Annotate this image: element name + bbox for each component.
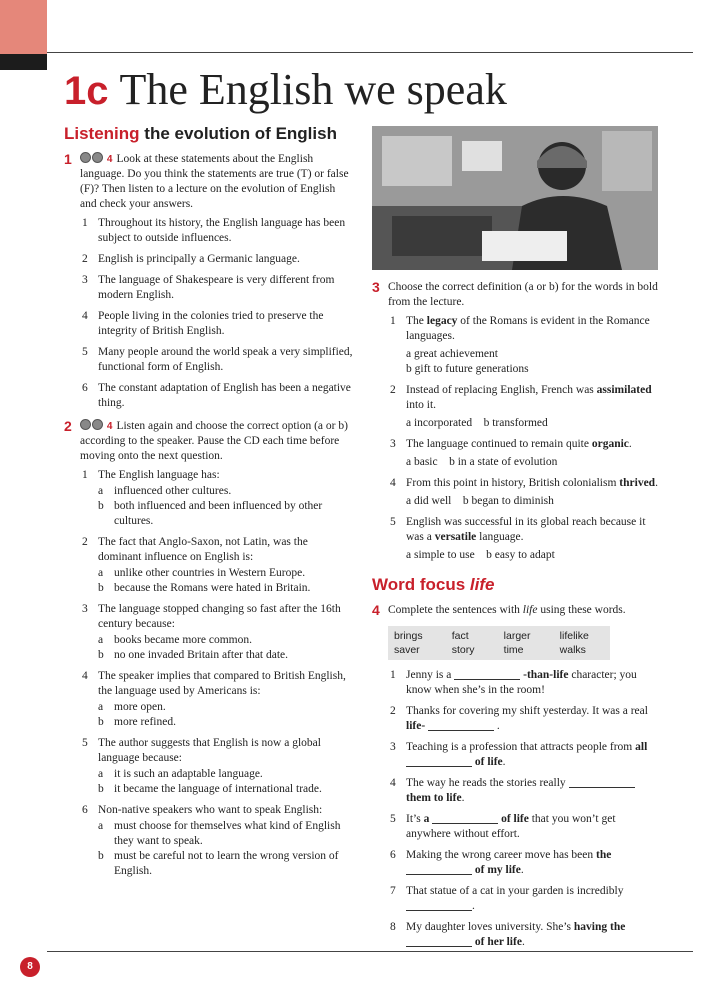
word-option: saver <box>394 644 420 656</box>
list-item <box>80 216 354 246</box>
item-number: 6 <box>82 804 88 816</box>
item-number: 3 <box>82 603 88 615</box>
option-text: both influenced and been influenced by other cultures. <box>114 500 323 527</box>
item-number: 8 <box>390 921 396 933</box>
item-text: Instead of replacing English, French was assimilated into it. <box>406 384 652 411</box>
definition-options: a did well b began to diminish <box>406 495 554 507</box>
bold-word: having the <box>573 921 626 933</box>
option-letter: a <box>98 768 104 780</box>
option-letter: a <box>98 634 104 646</box>
item-text: The speaker implies that compared to British English, the language used by Americans is: <box>98 670 346 697</box>
bold-word: legacy <box>426 315 458 327</box>
option-a <box>98 767 354 782</box>
word-focus-heading <box>372 575 660 595</box>
instruction-text: Look at these statements about the English language. Do you think the statements are true (T) or false (F)? Then listen to a lecture on the evolution of English and check your answers. <box>80 153 349 210</box>
list-item <box>388 848 660 878</box>
list-item <box>80 803 354 879</box>
item-text: The fact that Anglo-Saxon, not Latin, was the dominant influence on English is: <box>98 536 308 563</box>
option-a <box>98 819 354 849</box>
item-number: 1 <box>390 315 396 327</box>
option-list <box>98 767 354 797</box>
item-number: 1 <box>390 669 396 681</box>
item-text: The author suggests that English is now a global language because: <box>98 737 321 764</box>
list-item <box>388 740 660 770</box>
bold-word: the <box>596 849 612 861</box>
statement-list <box>80 216 354 411</box>
bold-word: of life <box>498 813 529 825</box>
option-letter: b <box>98 582 104 594</box>
answer-blank <box>406 755 472 767</box>
list-item <box>388 920 660 950</box>
item-text: My daughter loves university. She’s having the of her life. <box>406 921 626 948</box>
bottom-rule <box>47 951 693 952</box>
list-item <box>388 515 660 563</box>
item-number: 7 <box>390 885 396 897</box>
exercise-instruction <box>80 152 354 212</box>
cd-icon <box>92 152 103 163</box>
word-option: brings <box>394 630 423 642</box>
option-list <box>98 700 354 730</box>
bold-word: -than-life <box>520 669 569 681</box>
word-box <box>388 626 610 660</box>
word-option: fact <box>451 630 469 642</box>
list-item <box>80 602 354 663</box>
bold-word: of my life <box>472 864 521 876</box>
item-number: 1 <box>82 217 88 229</box>
list-item <box>388 812 660 842</box>
option-b <box>98 715 354 730</box>
item-number: 4 <box>82 310 88 322</box>
top-rule <box>47 52 693 53</box>
option-letter: b <box>98 500 104 512</box>
option-text: it became the language of international trade. <box>114 783 322 795</box>
option-b <box>98 499 354 529</box>
bold-word: thrived <box>619 477 656 489</box>
answer-blank <box>406 863 472 875</box>
exercise-number: 3 <box>372 279 380 295</box>
question-list <box>80 468 354 879</box>
option-letter: b <box>98 850 104 862</box>
list-item <box>388 668 660 698</box>
item-number: 5 <box>82 346 88 358</box>
item-number: 5 <box>82 737 88 749</box>
list-item <box>388 476 660 509</box>
item-text: The way he reads the stories really them to life. <box>406 777 635 804</box>
option-text: must be careful not to learn the wrong version of English. <box>114 850 339 877</box>
item-number: 6 <box>82 382 88 394</box>
item-number: 3 <box>390 438 396 450</box>
option-a <box>98 484 354 499</box>
item-text: The constant adaptation of English has been a negative thing. <box>98 382 351 409</box>
option-text: more refined. <box>114 716 176 728</box>
instruction-text: Listen again and choose the correct option (a or b) according to the speaker. Pause the CD each time before moving onto the next question. <box>80 420 348 462</box>
list-item <box>80 669 354 730</box>
bold-word: versatile <box>434 531 477 543</box>
option-letter: a <box>98 701 104 713</box>
listening-subtitle: the evolution of English <box>144 124 337 143</box>
word-option: walks <box>559 644 586 656</box>
definition-options: a simple to use b easy to adapt <box>406 549 555 561</box>
item-number: 1 <box>82 469 88 481</box>
item-number: 2 <box>82 253 88 265</box>
item-text: The language stopped changing so fast after the 16th century because: <box>98 603 341 630</box>
option-letter: a <box>98 567 104 579</box>
option-text: no one invaded Britain after that date. <box>114 649 289 661</box>
exercise-number: 4 <box>372 602 380 618</box>
track-number: 4 <box>106 154 113 165</box>
definition-list <box>388 314 660 563</box>
list-item <box>80 345 354 375</box>
list-item <box>80 736 354 797</box>
item-text: It’s a of life that you won’t get anywhere without effort. <box>406 813 616 840</box>
item-text: The language continued to remain quite organic. <box>406 438 632 450</box>
cd-icon <box>92 419 103 430</box>
item-number: 3 <box>82 274 88 286</box>
item-text: The language of Shakespeare is very different from modern English. <box>98 274 335 301</box>
instruction-pre: Complete the sentences with <box>388 604 523 616</box>
exercise-number: 1 <box>64 151 72 167</box>
unit-number: 1c <box>64 69 109 113</box>
sentence-list <box>388 668 660 950</box>
option-b <box>98 648 354 663</box>
item-number: 4 <box>390 777 396 789</box>
list-item <box>388 704 660 734</box>
option-text: more open. <box>114 701 166 713</box>
option-list <box>98 819 354 879</box>
item-number: 3 <box>390 741 396 753</box>
item-text: Jenny is a -than-life character; you know when she’s in the room! <box>406 669 637 696</box>
list-item <box>80 535 354 596</box>
option-a <box>98 700 354 715</box>
option-letter: b <box>98 649 104 661</box>
page-number: 8 <box>20 957 40 977</box>
instruction-word: life <box>522 604 538 616</box>
option-b <box>98 581 354 596</box>
listening-heading <box>64 124 354 144</box>
option-b <box>98 849 354 879</box>
exercise-3 <box>372 280 660 563</box>
item-number: 6 <box>390 849 396 861</box>
item-text: English was successful in its global reach because it was a versatile language. <box>406 516 646 543</box>
answer-blank <box>454 668 520 680</box>
answer-blank <box>569 776 635 788</box>
exercise-instruction <box>80 419 354 464</box>
option-text: influenced other cultures. <box>114 485 232 497</box>
item-number: 4 <box>390 477 396 489</box>
bold-word: of life <box>472 756 503 768</box>
option-a <box>98 633 354 648</box>
instruction-text <box>388 603 660 618</box>
item-text: From this point in history, British colonialism thrived. <box>406 477 658 489</box>
answer-blank <box>406 935 472 947</box>
answer-blank <box>406 899 472 911</box>
bold-word: them to life <box>406 792 462 804</box>
list-item <box>80 273 354 303</box>
item-text: That statue of a cat in your garden is incredibly . <box>406 885 624 912</box>
option-letter: a <box>98 485 104 497</box>
option-list <box>98 633 354 663</box>
word-option: story <box>451 644 475 656</box>
item-number: 5 <box>390 813 396 825</box>
item-text: The legacy of the Romans is evident in the Romance languages. <box>406 315 650 342</box>
item-text: Teaching is a profession that attracts people from all of life. <box>406 741 648 768</box>
bold-word: all <box>635 741 648 753</box>
option-letter: a <box>98 820 104 832</box>
cd-icon <box>80 152 91 163</box>
item-number: 2 <box>390 705 396 717</box>
word-option: larger <box>503 630 531 642</box>
unit-tab-color <box>0 0 47 54</box>
option-letter: b <box>98 716 104 728</box>
definition-options: a great achievement <box>406 348 498 360</box>
instruction-post: using these words. <box>537 604 626 616</box>
item-text: Non-native speakers who want to speak English: <box>98 804 323 816</box>
item-text: Making the wrong career move has been the of my life. <box>406 849 612 876</box>
exercise-2 <box>64 419 354 879</box>
item-text: Many people around the world speak a very simplified, functional form of English. <box>98 346 353 373</box>
option-text: books became more common. <box>114 634 252 646</box>
item-text: Throughout its history, the English language has been subject to outside influences. <box>98 217 346 244</box>
item-number: 4 <box>82 670 88 682</box>
definition-options: b gift to future generations <box>406 363 529 375</box>
option-list <box>98 484 354 529</box>
list-item <box>388 314 660 377</box>
word-focus-label: Word focus <box>372 575 466 594</box>
right-column <box>372 280 660 956</box>
bold-word: a <box>423 813 430 825</box>
option-text: must choose for themselves what kind of English they want to speak. <box>114 820 341 847</box>
photo-illustration <box>372 126 658 270</box>
option-text: it is such an adaptable language. <box>114 768 263 780</box>
option-text: because the Romans were hated in Britain. <box>114 582 311 594</box>
list-item <box>388 437 660 470</box>
word-option: lifelike <box>559 630 589 642</box>
exercise-4 <box>372 603 660 950</box>
item-number: 5 <box>390 516 396 528</box>
word-option: time <box>503 644 524 656</box>
item-number: 2 <box>82 536 88 548</box>
unit-tab-dark <box>0 54 47 70</box>
bold-word: assimilated <box>596 384 652 396</box>
option-b <box>98 782 354 797</box>
instruction-text: Choose the correct definition (a or b) for the words in bold from the lecture. <box>388 281 658 308</box>
exercise-number: 2 <box>64 418 72 434</box>
list-item <box>388 884 660 914</box>
bold-word: life- <box>406 720 426 732</box>
item-text: English is principally a Germanic language. <box>98 253 300 265</box>
answer-blank <box>428 719 494 731</box>
list-item <box>80 381 354 411</box>
listening-label: Listening <box>64 124 140 143</box>
item-text: Thanks for covering my shift yesterday. It was a real life- . <box>406 705 648 732</box>
unit-title: The English we speak <box>119 65 507 114</box>
page-title <box>64 64 507 117</box>
list-item <box>388 776 660 806</box>
list-item <box>388 383 660 431</box>
item-text: The English language has: <box>98 469 220 481</box>
definition-options: a incorporated b transformed <box>406 417 548 429</box>
option-letter: b <box>98 783 104 795</box>
bold-word: of her life <box>472 936 522 948</box>
item-number: 2 <box>390 384 396 396</box>
option-text: unlike other countries in Western Europe. <box>114 567 306 579</box>
answer-blank <box>432 812 498 824</box>
word-focus-word: life <box>469 575 495 594</box>
cd-icon <box>80 419 91 430</box>
list-item <box>80 252 354 267</box>
exercise-1 <box>64 152 354 411</box>
option-list <box>98 566 354 596</box>
track-number: 4 <box>106 421 113 432</box>
bold-word: organic <box>591 438 629 450</box>
list-item <box>80 309 354 339</box>
left-column <box>64 124 354 885</box>
student-photo <box>372 126 658 270</box>
definition-options: a basic b in a state of evolution <box>406 456 558 468</box>
item-text: People living in the colonies tried to preserve the integrity of British English. <box>98 310 324 337</box>
list-item <box>80 468 354 529</box>
option-a <box>98 566 354 581</box>
